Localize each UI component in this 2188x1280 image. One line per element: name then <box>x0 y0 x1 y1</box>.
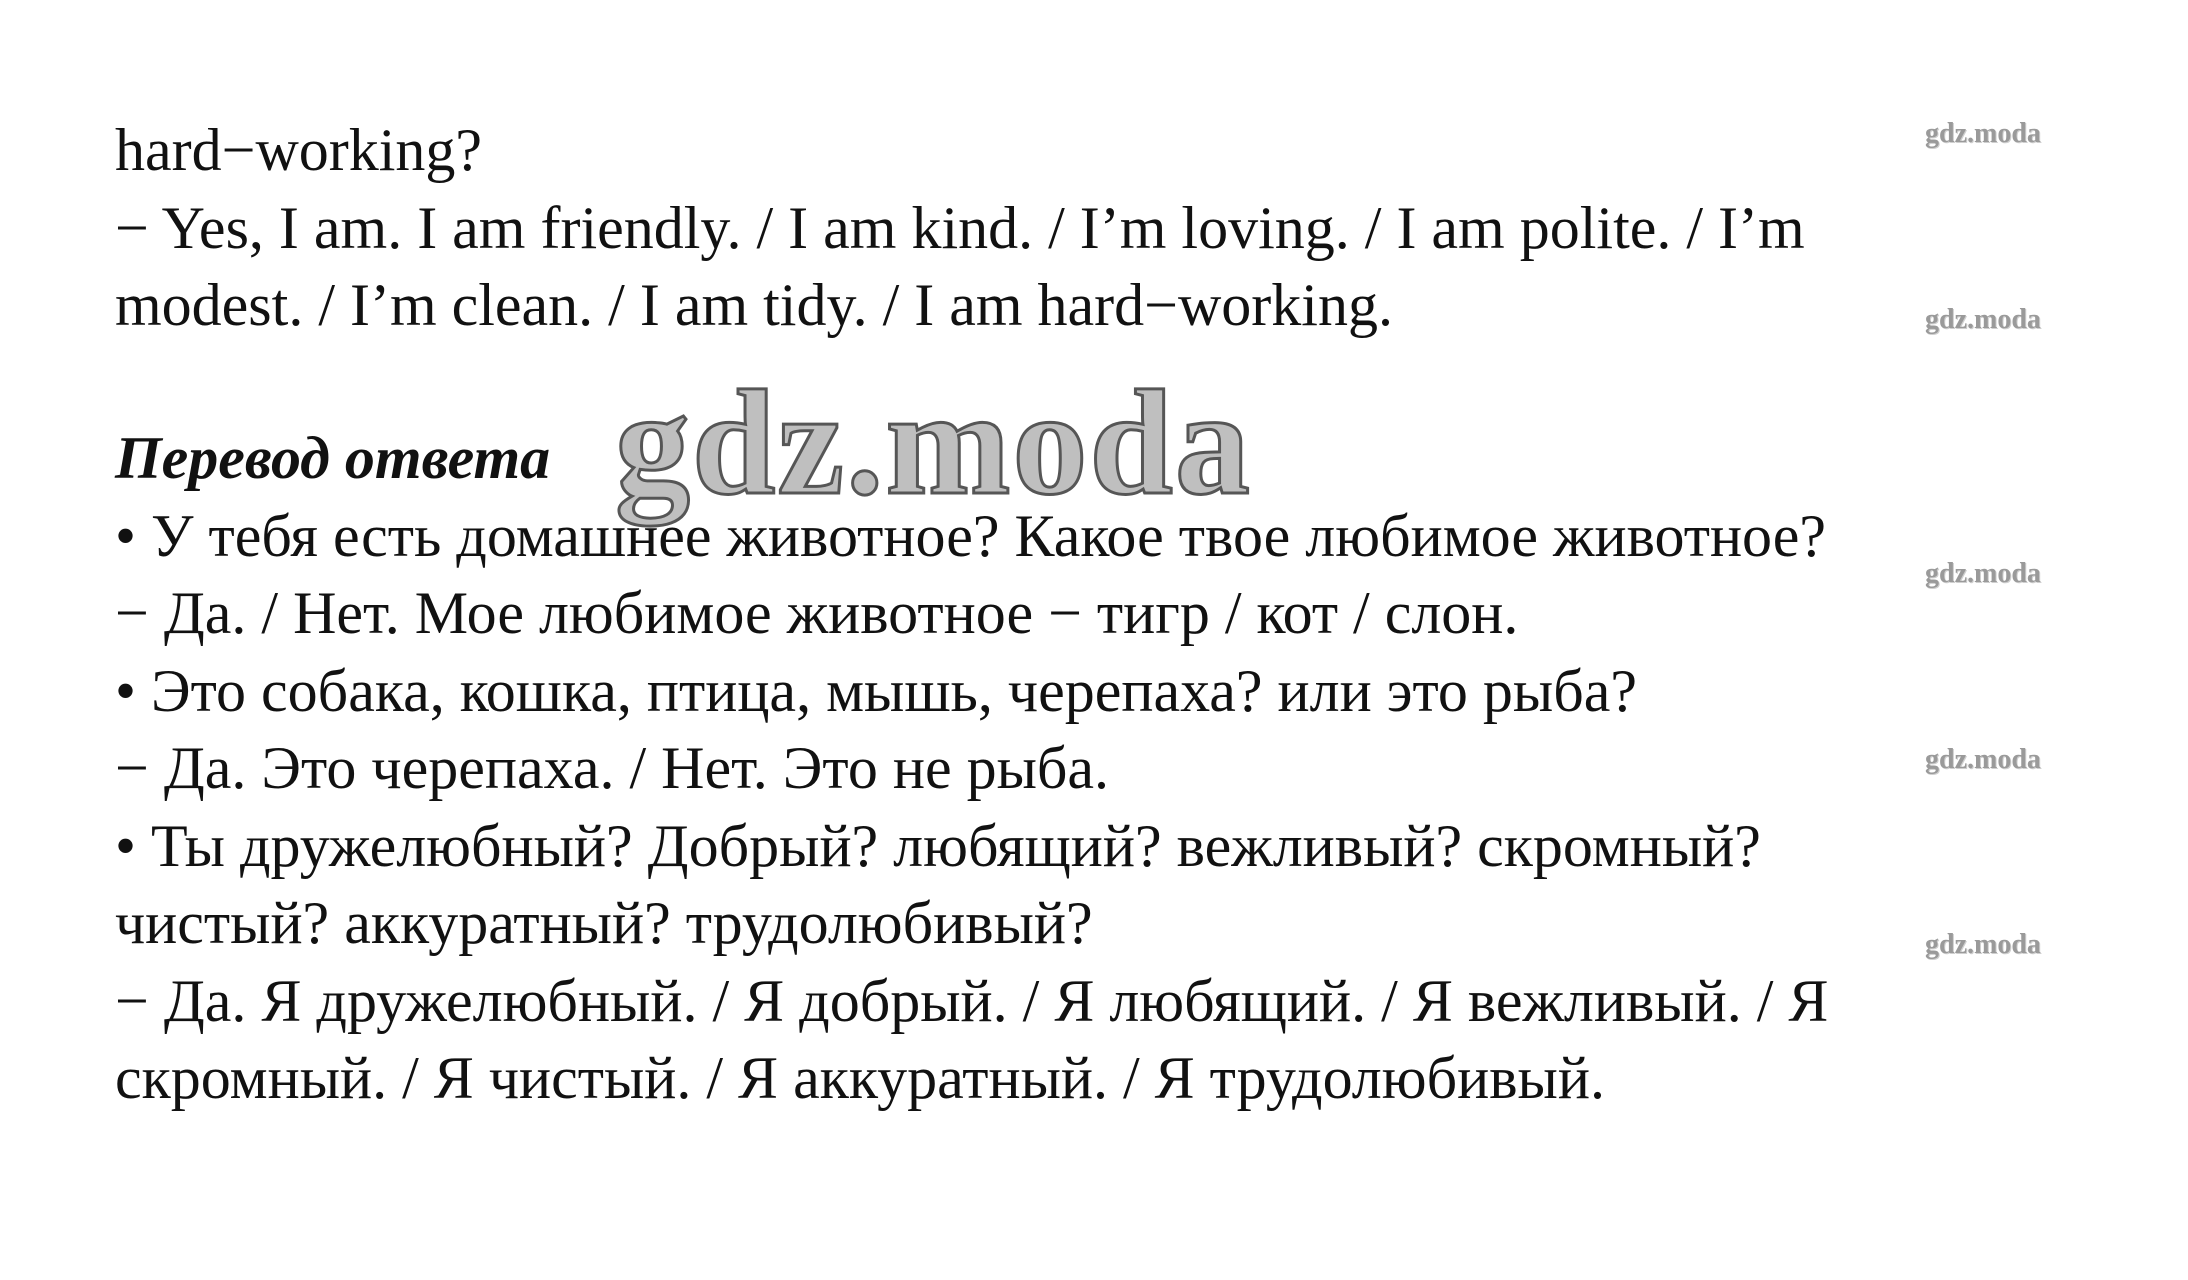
translation-line-3: • Это собака, кошка, птица, мышь, черепаха? или это рыба? <box>115 658 1638 724</box>
watermark-small: gdz.moda <box>1925 118 2041 149</box>
english-line-2: − Yes, I am. I am friendly. / I am kind. / I’m loving. / I am polite. / I’m <box>115 195 1805 261</box>
watermark-small: gdz.moda <box>1925 744 2041 775</box>
english-line-1: hard−working? <box>115 117 483 183</box>
watermark-small: gdz.moda <box>1925 304 2041 335</box>
watermark-small: gdz.moda <box>1925 558 2041 589</box>
translation-line-7: − Да. Я дружелюбный. / Я добрый. / Я любящий. / Я вежливый. / Я <box>115 968 1829 1034</box>
translation-heading: Перевод ответа <box>115 425 551 491</box>
translation-line-1: • У тебя есть домашнее животное? Какое твое любимое животное? <box>115 503 1827 569</box>
translation-line-8: скромный. / Я чистый. / Я аккуратный. / Я трудолюбивый. <box>115 1045 1605 1111</box>
translation-line-2: − Да. / Нет. Мое любимое животное − тигр / кот / слон. <box>115 580 1519 646</box>
translation-line-4: − Да. Это черепаха. / Нет. Это не рыба. <box>115 735 1110 801</box>
translation-line-5: • Ты дружелюбный? Добрый? любящий? вежливый? скромный? <box>115 813 1761 879</box>
translation-line-6: чистый? аккуратный? трудолюбивый? <box>115 890 1093 956</box>
english-line-3: modest. / I’m clean. / I am tidy. / I am hard−working. <box>115 272 1393 338</box>
watermark-small: gdz.moda <box>1925 929 2041 960</box>
watermark-large: gdz.moda <box>615 360 1252 526</box>
